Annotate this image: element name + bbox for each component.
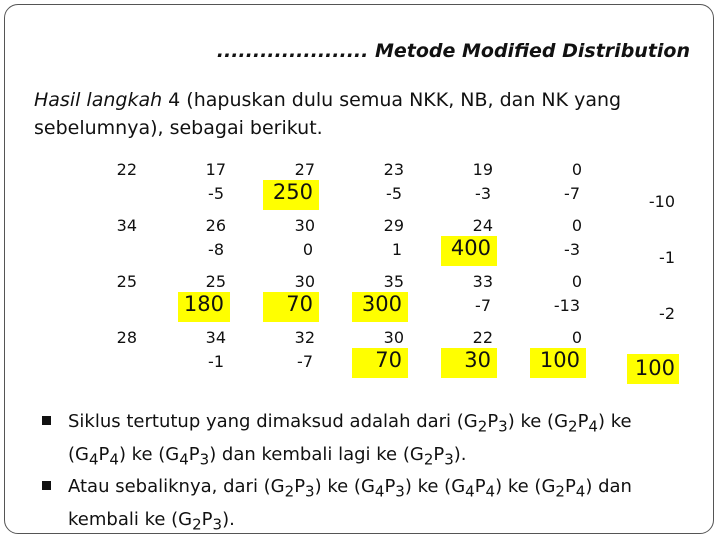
table-cell xyxy=(141,212,230,268)
row-u-cell xyxy=(586,212,679,268)
subscript: 3 xyxy=(305,482,315,501)
intro-paragraph xyxy=(34,86,674,142)
cell-cost: 0 xyxy=(571,216,582,235)
table-cell xyxy=(408,324,497,380)
cell-cost: 0 xyxy=(571,328,582,347)
cell-cost: 35 xyxy=(383,272,404,291)
table-row xyxy=(52,212,679,268)
cell-index-value: -7 xyxy=(564,184,580,203)
bullet-text: P xyxy=(188,443,200,465)
cell-index-value: 0 xyxy=(302,240,313,259)
bullet-text: Atau sebaliknya, dari (G xyxy=(68,476,285,498)
subscript: 2 xyxy=(477,417,488,436)
cell-cost: 17 xyxy=(205,160,226,179)
subscript: 3 xyxy=(498,417,508,436)
bullet-text: ) dan kembali ke (G xyxy=(68,476,632,530)
subscript: 2 xyxy=(192,515,202,534)
table-cell xyxy=(319,268,408,324)
table-cell xyxy=(230,268,319,324)
row-u-value: -2 xyxy=(659,304,675,323)
cell-cost: 25 xyxy=(205,272,226,291)
table-cell xyxy=(230,212,319,268)
subscript: 3 xyxy=(212,515,223,534)
cell-cost: 24 xyxy=(472,216,493,235)
square-bullet-icon xyxy=(42,481,51,490)
bullet-text: ). xyxy=(222,508,235,530)
row-u-cell xyxy=(586,268,679,324)
cell-cost: 29 xyxy=(383,216,404,235)
bullet-text: ) ke (G xyxy=(118,443,180,465)
cell-allocation: 250 xyxy=(272,180,313,204)
bullet-text: ) ke (G xyxy=(404,476,466,498)
table-cell xyxy=(408,212,497,268)
cell-cost: 0 xyxy=(571,272,582,291)
cell-allocation: 30 xyxy=(464,348,491,372)
bullet-text: Siklus tertutup yang dimaksud adalah dari (G xyxy=(68,411,478,432)
table-cell xyxy=(141,324,230,380)
row-u-value: 100 xyxy=(634,356,675,380)
subscript: 3 xyxy=(444,450,454,469)
table-row xyxy=(52,268,679,324)
cell-allocation: 180 xyxy=(183,292,224,316)
table-cell xyxy=(319,156,408,212)
table-cell xyxy=(141,268,230,324)
cell-cost: 30 xyxy=(294,272,315,291)
bullet-item xyxy=(42,473,682,538)
cell-index-value: -5 xyxy=(386,184,402,203)
subscript: 4 xyxy=(88,450,99,469)
table-cell xyxy=(52,156,141,212)
cell-allocation: 300 xyxy=(361,292,402,316)
table-row xyxy=(52,324,679,380)
cell-index-value: -8 xyxy=(208,240,224,259)
cell-index-value: 1 xyxy=(391,240,402,259)
transport-table xyxy=(52,156,679,380)
table-cell xyxy=(319,324,408,380)
cell-cost: 23 xyxy=(383,160,404,179)
table-cell xyxy=(497,156,586,212)
slide-title: ..................... Metode Modified Distribution xyxy=(216,40,690,62)
cell-index-value: -13 xyxy=(553,296,580,315)
subscript: 4 xyxy=(179,450,189,469)
cell-index-value: -3 xyxy=(475,184,491,203)
cell-index-value: -5 xyxy=(208,184,224,203)
subscript: 2 xyxy=(423,450,434,469)
cell-allocation: 70 xyxy=(286,292,313,316)
intro-text: 4 (hapuskan dulu semua NKK, NB, dan NK yang sebelumnya), sebagai berikut. xyxy=(34,89,622,139)
bullet-text: P xyxy=(564,476,576,498)
cell-index-value: -7 xyxy=(297,352,313,371)
intro-step-label: Hasil langkah xyxy=(34,89,163,111)
table-cell xyxy=(52,268,141,324)
subscript: 2 xyxy=(568,417,578,436)
bullet-text: ) ke (G xyxy=(507,411,569,432)
cell-cost: 0 xyxy=(571,160,582,179)
row-u-value: -10 xyxy=(648,192,675,211)
bullet-text: P xyxy=(294,476,306,498)
table-row xyxy=(52,156,679,212)
table-cell xyxy=(141,156,230,212)
subscript: 2 xyxy=(284,482,295,501)
bullet-text: ) ke (G xyxy=(495,476,556,498)
bullet-text: P xyxy=(98,443,110,465)
cell-allocation: 100 xyxy=(539,348,580,372)
square-bullet-icon xyxy=(42,416,51,425)
cell-cost: 19 xyxy=(472,160,493,179)
cell-cost: 34 xyxy=(116,216,137,235)
subscript: 2 xyxy=(555,482,565,501)
cell-cost: 22 xyxy=(472,328,493,347)
bullet-text: ). xyxy=(453,443,467,465)
table-cell xyxy=(408,156,497,212)
table-cell xyxy=(497,324,586,380)
cell-index-value: -7 xyxy=(475,296,491,315)
table-cell xyxy=(52,212,141,268)
subscript: 4 xyxy=(575,482,586,501)
table-cell xyxy=(230,324,319,380)
subscript: 4 xyxy=(588,417,598,436)
cell-cost: 30 xyxy=(294,216,315,235)
subscript: 4 xyxy=(374,482,385,501)
subscript: 4 xyxy=(109,450,119,469)
bullet-text: P xyxy=(433,443,445,465)
cell-cost: 32 xyxy=(294,328,315,347)
cell-cost: 27 xyxy=(294,160,315,179)
table-cell xyxy=(497,212,586,268)
bullet-text: ) ke (G xyxy=(314,476,375,498)
cell-index-value: -1 xyxy=(208,352,224,371)
table-cell xyxy=(497,268,586,324)
bullet-text: P xyxy=(384,476,396,498)
table-cell xyxy=(408,268,497,324)
bullet-text: P xyxy=(474,476,486,498)
row-u-value: -1 xyxy=(659,248,675,267)
bullet-text: ) ke (G xyxy=(68,411,632,465)
table-cell xyxy=(319,212,408,268)
cell-cost: 33 xyxy=(472,272,493,291)
cell-cost: 22 xyxy=(116,160,137,179)
subscript: 3 xyxy=(199,450,210,469)
subscript: 4 xyxy=(485,482,496,501)
cell-cost: 28 xyxy=(116,328,137,347)
subscript: 3 xyxy=(395,482,405,501)
bullet-text: ) dan kembali lagi ke (G xyxy=(209,443,424,465)
row-u-cell xyxy=(586,324,679,380)
bullet-text: P xyxy=(487,411,499,432)
cell-cost: 26 xyxy=(205,216,226,235)
table-cell xyxy=(230,156,319,212)
bullet-item xyxy=(42,408,682,473)
cell-allocation: 70 xyxy=(375,348,402,372)
subscript: 4 xyxy=(465,482,475,501)
bullet-list xyxy=(42,408,682,538)
cell-cost: 25 xyxy=(116,272,137,291)
row-u-cell xyxy=(586,156,679,212)
cell-allocation: 400 xyxy=(450,236,491,260)
bullet-text: P xyxy=(577,411,589,432)
cell-cost: 34 xyxy=(205,328,226,347)
cell-cost: 30 xyxy=(383,328,404,347)
table-cell xyxy=(52,324,141,380)
cell-index-value: -3 xyxy=(564,240,580,259)
bullet-text: P xyxy=(201,508,213,530)
